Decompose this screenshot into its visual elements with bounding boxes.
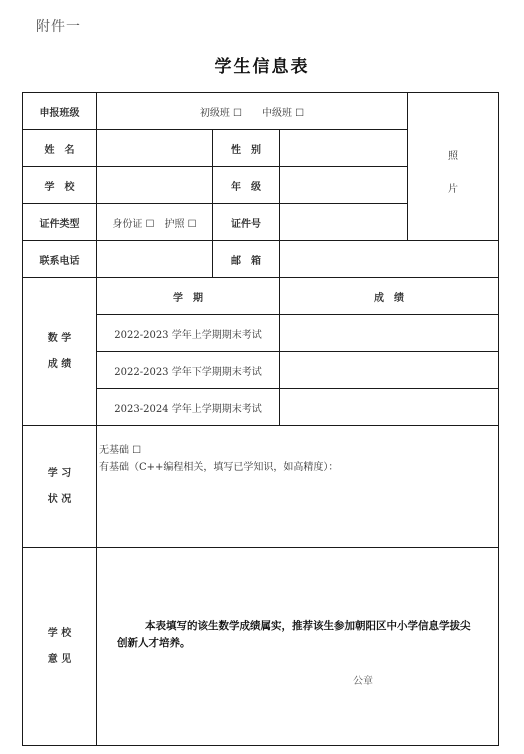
gender-label: 性 别 xyxy=(213,130,280,167)
score-field-2[interactable] xyxy=(280,352,499,389)
name-field[interactable] xyxy=(97,130,213,167)
photo-area xyxy=(408,93,499,241)
school-label: 学 校 xyxy=(23,167,97,204)
class-applied-label: 申报班级 xyxy=(23,93,97,130)
score-column-header: 成 绩 xyxy=(280,278,499,315)
school-field[interactable] xyxy=(97,167,213,204)
photo-text-1: 照 xyxy=(448,151,459,162)
id-type-label: 证件类型 xyxy=(23,204,97,241)
stamp-label: 公章 xyxy=(353,676,373,687)
grade-field[interactable] xyxy=(280,167,408,204)
email-label: 邮 箱 xyxy=(213,241,280,278)
term-column-header: 学 期 xyxy=(97,278,280,315)
term-row-1: 2022-2023 学年上学期期末考试 xyxy=(97,315,280,352)
study-status-label: 学 习 状 况 xyxy=(23,426,97,548)
term-row-2: 2022-2023 学年下学期期末考试 xyxy=(97,352,280,389)
gender-field[interactable] xyxy=(280,130,408,167)
opinion-text: 本表填写的该生数学成绩属实，推荐该生参加朝阳区中小学信息学拔尖创新人才培养。 xyxy=(117,620,471,649)
term-row-3: 2023-2024 学年上学期期末考试 xyxy=(97,389,280,426)
form-title: 学生信息表 xyxy=(214,57,310,77)
name-label: 姓 名 xyxy=(23,130,97,167)
math-scores-label: 数 学 成 绩 xyxy=(23,278,97,426)
photo-text-2: 片 xyxy=(448,184,459,195)
school-opinion-field xyxy=(97,548,499,746)
class-options[interactable]: 初级班 ☐ 中级班 ☐ xyxy=(97,93,408,130)
school-opinion-label: 学 校 意 见 xyxy=(23,548,97,746)
id-number-field[interactable] xyxy=(280,204,408,241)
email-field[interactable] xyxy=(280,241,499,278)
attachment-label: 附件一 xyxy=(36,19,81,35)
score-field-3[interactable] xyxy=(280,389,499,426)
student-info-table xyxy=(22,92,499,746)
id-number-label: 证件号 xyxy=(213,204,280,241)
study-status-field[interactable] xyxy=(97,426,499,548)
grade-label: 年 级 xyxy=(213,167,280,204)
phone-label: 联系电话 xyxy=(23,241,97,278)
no-basis-option[interactable]: 无基础 ☐ xyxy=(99,445,142,456)
phone-field[interactable] xyxy=(97,241,213,278)
id-type-options[interactable]: 身份证 ☐ 护照 ☐ xyxy=(97,204,213,241)
has-basis-option[interactable]: 有基础（C++编程相关，填写已学知识，如高精度）： xyxy=(99,462,339,473)
score-field-1[interactable] xyxy=(280,315,499,352)
